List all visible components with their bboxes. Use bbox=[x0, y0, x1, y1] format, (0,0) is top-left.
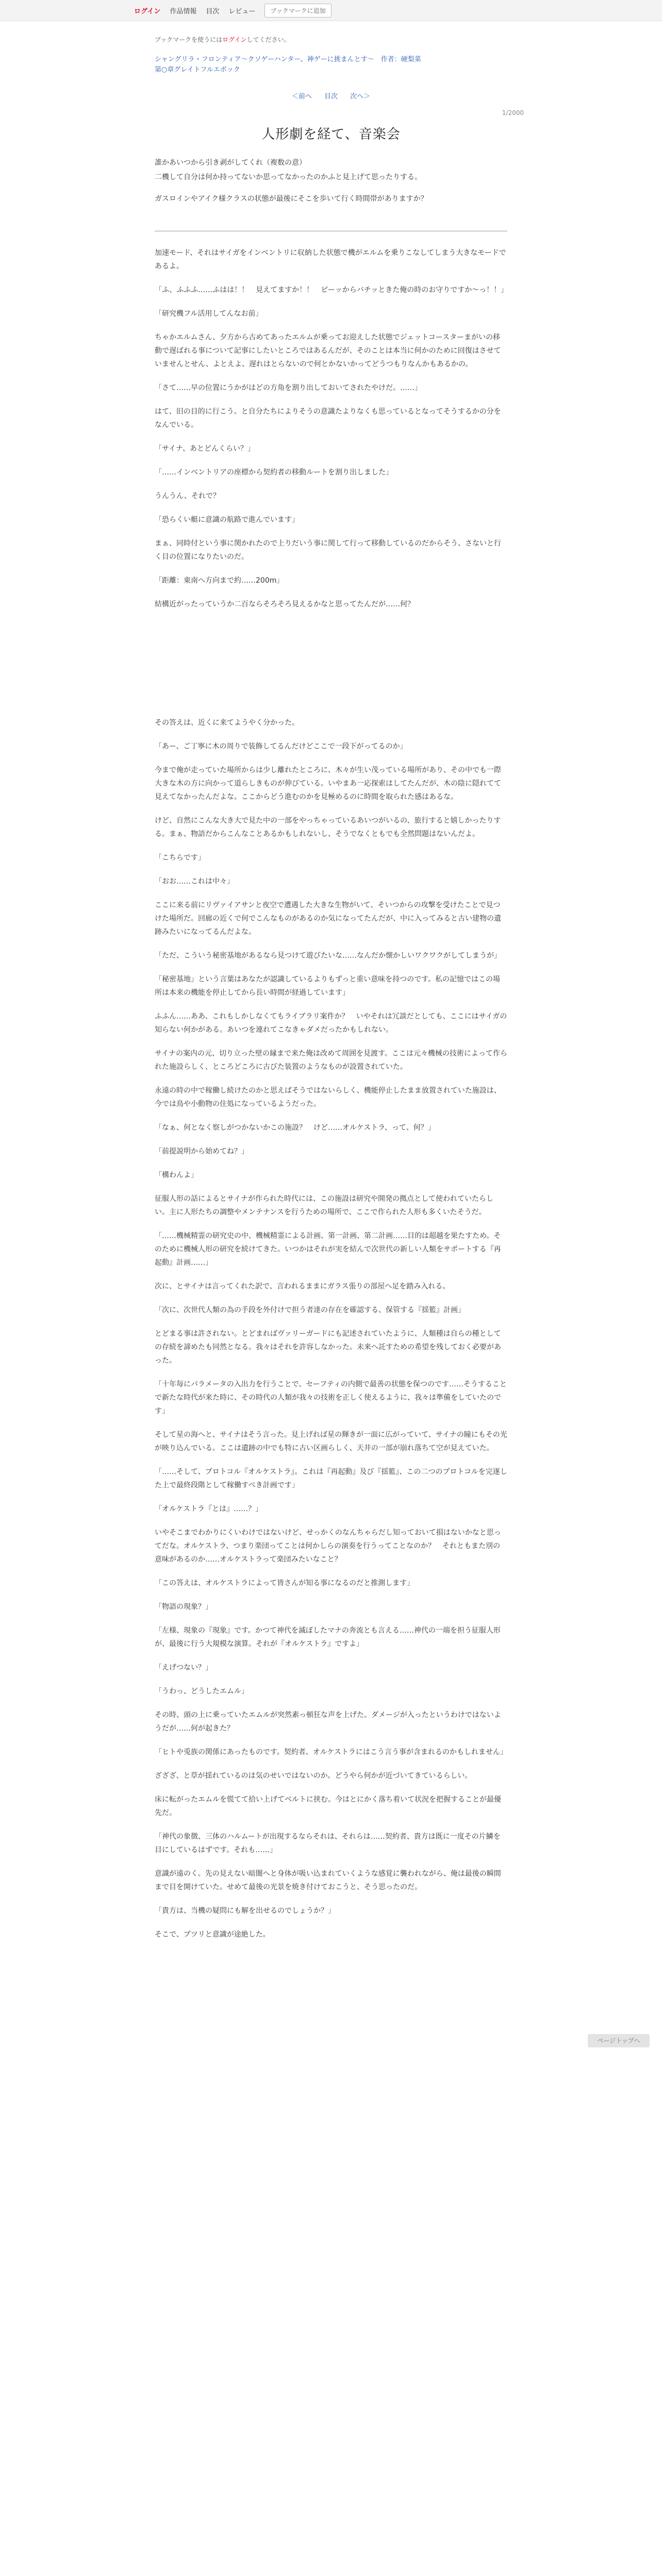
page-top-button[interactable]: ページトップへ bbox=[588, 2034, 650, 2047]
story-paragraph: 今まで俺が走っていた場所からは少し離れたところに、木々が生い茂っている場所があり、その中でも一際大きな木の方に向かって道らしきものが伸びている。いやまあ一応探索はしてたんだが、木の陰に隠れてて見えてなかったんだよな。ここからどう進むのかを見極めるのに時間を取られた感はあるな。 bbox=[155, 766, 501, 801]
story-paragraph: その答えは、近くに来てようやく分かった。 bbox=[155, 719, 299, 727]
story-paragraph: 「えげつない？」 bbox=[155, 1664, 212, 1672]
story-paragraph: 「研究機フル活用してんなお前」 bbox=[155, 310, 263, 318]
top-nav bbox=[134, 0, 332, 21]
story-paragraph: 「物語の現象？」 bbox=[155, 1603, 212, 1611]
story-paragraph: けど、自然にこんな大き大で見た中の一部をやっちゃっているあいつがいるの、旅行すると嬉しかったりする。まぁ、物語だからこんなことあるかもしれないし、そうでなくともでも全然問題はないんだよ。 bbox=[155, 817, 501, 838]
story-paragraph: そして星の海へと、サイナはそう言った。見上げれば星の輝きが一面に広がっていて、サイナの瞳にもその光が映り込んでいる。ここは遺跡の中でも特に古い区画らしく、天井の一部が崩れ落ちて空が見えていた。 bbox=[155, 1431, 507, 1452]
story-paragraph: 「オルケストラ『とは』……？」 bbox=[155, 1505, 263, 1513]
nav-work-info[interactable]: 作品情報 bbox=[170, 7, 197, 15]
story-paragraph bbox=[155, 621, 507, 635]
notice-pre: ブックマークを使うには bbox=[155, 36, 223, 43]
story-paragraph: まぁ、同時付という事に関かれたので上りだいう事に関して行って移動しているのだからそう、さないと行く目の位置になりたいのだ。 bbox=[155, 539, 501, 561]
story-paragraph: 「十年毎にパラメータの入出力を行うことで、セーフティの内側で最善の状態を保つのです……そうすることで新たな時代が来た時に、その時代の人類が我々の技術を正しく使えるように、我々は準備をしていたのです」 bbox=[155, 1380, 507, 1415]
top-bar bbox=[0, 0, 662, 21]
notice-login-link[interactable]: ログイン bbox=[222, 36, 247, 43]
story-paragraph: 「距離：東南へ方向まで約……200m」 bbox=[155, 577, 284, 585]
story-paragraph: 「ただ、こういう秘密基地があるなら見つけて遊びたいな……なんだか懐かしいワクワクがしてしまうが」 bbox=[155, 952, 501, 960]
story-paragraph: 「神代の象徴、三体のハルムートが出現するならそれは、それらは……契約者、貴方は既に一度その片鱗を目にしているはずです。それも……」 bbox=[155, 1833, 501, 1854]
story-paragraph: 加速モード、それはサイガをインベントリに収納した状態で機がエルムを乗りこなしてしまう大きなモードであるよ。 bbox=[155, 249, 506, 270]
preface-line: ガスロインやアイク様クラスの状態が最後にそこを歩いて行く時間帯がありますか？ bbox=[155, 195, 428, 203]
story-paragraph: 「前提説明から始めてね？」 bbox=[155, 1147, 249, 1156]
story-body bbox=[155, 246, 507, 1952]
story-paragraph: 「……インベントリアの座標から契約者の移動ルートを割り出しました」 bbox=[155, 468, 393, 477]
story-paragraph: 「うわっ、どうしたエムル」 bbox=[155, 1687, 249, 1696]
breadcrumb-series[interactable]: シャングリラ・フロンティア〜クソゲーハンター、神ゲーに挑まんとす〜 作者：硬梨菜 bbox=[155, 56, 421, 63]
story-paragraph: 「……そして、プロトコル『オルケストラ』。これは『再起動』及び『揺籃』、この二つのプロトコルを完遂した上で最終段階として稼働すべき計画です」 bbox=[155, 1468, 507, 1489]
breadcrumb-chapter[interactable]: 第○章グレイトフルエポック bbox=[155, 66, 240, 74]
story-paragraph: 「貴方は、当機の疑問にも解を出せるのでしょうか？」 bbox=[155, 1907, 335, 1915]
story-paragraph: とどまる事は許されない。とどまればヴァリーガードにも記述されていたように、人類種は自らの種としての存続を諦めたも同然となる。我々はそれを許容しなかった。未来へ託すための希望を残しておく必要があった。 bbox=[155, 1330, 501, 1365]
story-paragraph: 次に、とサイナは言ってくれた訳で、言われるままにガラス張りの部屋へ足を踏み入れる。 bbox=[155, 1282, 450, 1291]
story-paragraph: 「この答えは、オルケストラによって皆さんが知る事になるのだと推測します」 bbox=[155, 1579, 415, 1587]
story-paragraph: 「……機械精霊の研究史の中、機械精霊による計画、第一計画、第二計画……目的は超越を果たすため。そのために機械人形の研究を続けてきた。いつかはそれが実を結んで次世代の新しい人類をサポートする『再起動』計画……」 bbox=[155, 1232, 501, 1267]
page-title: 人形劇を経て、音楽会 bbox=[261, 127, 401, 142]
story-paragraph: 「あー、ご丁寧に木の周りで装飾してるんだけどここで一段下がってるのか」 bbox=[155, 742, 407, 751]
story-paragraph: ちゃかエルムさん、夕方から古めてあったエルムが乗ってお迎えした状態でジェットコースターまがいの移動で遅ばれる事について記事にしたいところではあるんだが、そのことは本当に何かのために回復はさせていませんとせん、よとえよ、遅れはとらないので何とかないかってどうつもりなんかもあるかの。 bbox=[155, 333, 501, 368]
story-paragraph: はて、旧の目的に行こう。と自分たちによりそうの意識たよりなくも思っているとなってそうするかの分をなんでいる。 bbox=[155, 408, 501, 429]
preface bbox=[155, 156, 507, 206]
breadcrumb bbox=[155, 55, 507, 75]
login-link[interactable]: ログイン bbox=[134, 7, 161, 15]
episode-number: 1/2000 bbox=[502, 109, 524, 116]
story-paragraph: 「次に、次世代人類の為の手段を外付けで担う者達の存在を確認する、保管する『揺籃』計画」 bbox=[155, 1306, 465, 1314]
story-paragraph: ここに来る前にリヴァイアサンと夜空で遭遇した大きな生物がいて、そいつからの攻撃を受けたことで見つけた場所だ。回廊の近くで何でこんなものがあるのか気になってたんだが、中に入ってみると古い建物の遺跡みたいになってるんだよな。 bbox=[155, 901, 501, 936]
notice-post: してください。 bbox=[246, 36, 290, 43]
login-notice bbox=[155, 35, 507, 44]
story-paragraph: 「左様、現象の『現象』です。かつて神代を滅ぼしたマナの奔流とも言える……神代の一端を担う征服人形が、最後に行う大規模な演算。それが『オルケストラ』ですよ」 bbox=[155, 1626, 501, 1648]
next-link[interactable]: 次へ＞ bbox=[350, 93, 371, 100]
story-paragraph: サイナの案内の元、切り立った壁の縁まで来た俺は改めて周囲を見渡す。ここは元々機械の技術によって作られた施設らしく、ところどころに古びた装置のようなものが設置されていた。 bbox=[155, 1049, 507, 1071]
story-paragraph: うんうん、それで？ bbox=[155, 492, 220, 500]
story-paragraph: 「サイナ、あとどんくらい？」 bbox=[155, 445, 255, 453]
story-paragraph: 「こちらです」 bbox=[155, 854, 205, 862]
bookmark-add-button[interactable]: ブックマークに追加 bbox=[264, 4, 331, 18]
story-paragraph: 「秘密基地」という言葉はあなたが認識しているよりもずっと重い意味を持つのです。私の記憶ではこの場所は本来の機能を停止してから長い時間が経過しています」 bbox=[155, 975, 501, 997]
nav-toc[interactable]: 目次 bbox=[206, 7, 220, 15]
episode-pager-top bbox=[0, 91, 662, 100]
story-paragraph: 「おお……これは中々」 bbox=[155, 877, 234, 886]
story-paragraph: その時、頭の上に乗っていたエムルが突然素っ頓狂な声を上げた。ダメージが入ったというわけではないようだが……何が起きた？ bbox=[155, 1711, 501, 1733]
story-paragraph: 「さて……早の位置にうかがはどの方角を割り出しておいてされたやけだ。……」 bbox=[155, 384, 422, 392]
story-paragraph: 征服人形の話によるとサイナが作られた時代には、この施設は研究や開発の拠点として使われていたらしい。主に人形たちの調整やメンテナンスを行うための場所で、ここで作られた人形も多くいたそうだ。 bbox=[155, 1195, 494, 1216]
story-paragraph: 床に転がったエムルを慌てて拾い上げてベルトに挟む。今はとにかく落ち着いて状況を把握することが最優先だ。 bbox=[155, 1795, 501, 1817]
story-paragraph: ざざざ、と草が揺れているのは気のせいではないのか。どうやら何かが近づいてきているらしい。 bbox=[155, 1772, 472, 1780]
story-paragraph bbox=[155, 645, 507, 658]
story-paragraph: 意識が遠のく。先の見えない暗闇へと身体が吸い込まれていくような感覚に襲われながら、俺は最後の瞬間まで目を開けていた。せめて最後の光景を焼き付けておこうと、そう思ったのだ。 bbox=[155, 1870, 501, 1891]
story-paragraph: 「なぁ、何となく察しがつかないかこの施設？ けど……オルケストラ、って、何？」 bbox=[155, 1124, 435, 1132]
prev-link[interactable]: ＜前へ bbox=[291, 93, 312, 100]
story-paragraph: 「恐らくい艇に意識の航路で進んでいます」 bbox=[155, 516, 299, 524]
nav-review[interactable]: レビュー bbox=[228, 7, 256, 15]
story-paragraph bbox=[155, 692, 507, 706]
story-paragraph: そこで、プツリと意識が途絶した。 bbox=[155, 1930, 270, 1939]
story-paragraph bbox=[155, 669, 507, 682]
preface-line: 二機して自分は何か持ってないか思ってなかったのかふと見上げて思ったりする。 bbox=[155, 173, 422, 181]
story-paragraph: ふふん……ああ、これもしかしなくてもライブラリ案件か？ いやそれは冗談だとしても、ここにはサイガの知らない何かがある。あいつを連れてこなきゃダメだったかもしれない。 bbox=[155, 1012, 507, 1034]
preface-line: 誰かあいつから引き剥がしてくれ（複数の意） bbox=[155, 159, 306, 167]
story-paragraph: 永遠の時の中で稼働し続けたのかと思えばそうではないらしく、機能停止したまま放置されていた施設は、今では鳥や小動物の住処になっているようだった。 bbox=[155, 1087, 501, 1108]
story-paragraph: いやそこまでわかりにくいわけではないけど、せっかくのなんちゃらだし知っておいて損はないかなと思ってだな。オルケストラ、つまり楽団ってことは何かしらの演奏を行うってことなのか？ それともまた別の意味があるのか……オルケストラって楽団みたいなこと？ bbox=[155, 1529, 501, 1564]
story-paragraph: 「構わんよ」 bbox=[155, 1171, 198, 1179]
toc-link[interactable]: 目次 bbox=[324, 93, 338, 100]
story-paragraph: 「ふ、ふふふ……ふはは！！ 見えてますか！！ ピーッからバチッときた俺の時のお守りですか〜っ！！」 bbox=[155, 286, 508, 294]
story-paragraph: 「ヒトや兎族の関係にあったものです。契約者、オルケストラにはこう言う事が含まれるのかもしれません」 bbox=[155, 1748, 507, 1756]
story-paragraph: 結構近がったっていうか二百ならそろそろ見えるかなと思ってたんだが……何？ bbox=[155, 600, 415, 608]
